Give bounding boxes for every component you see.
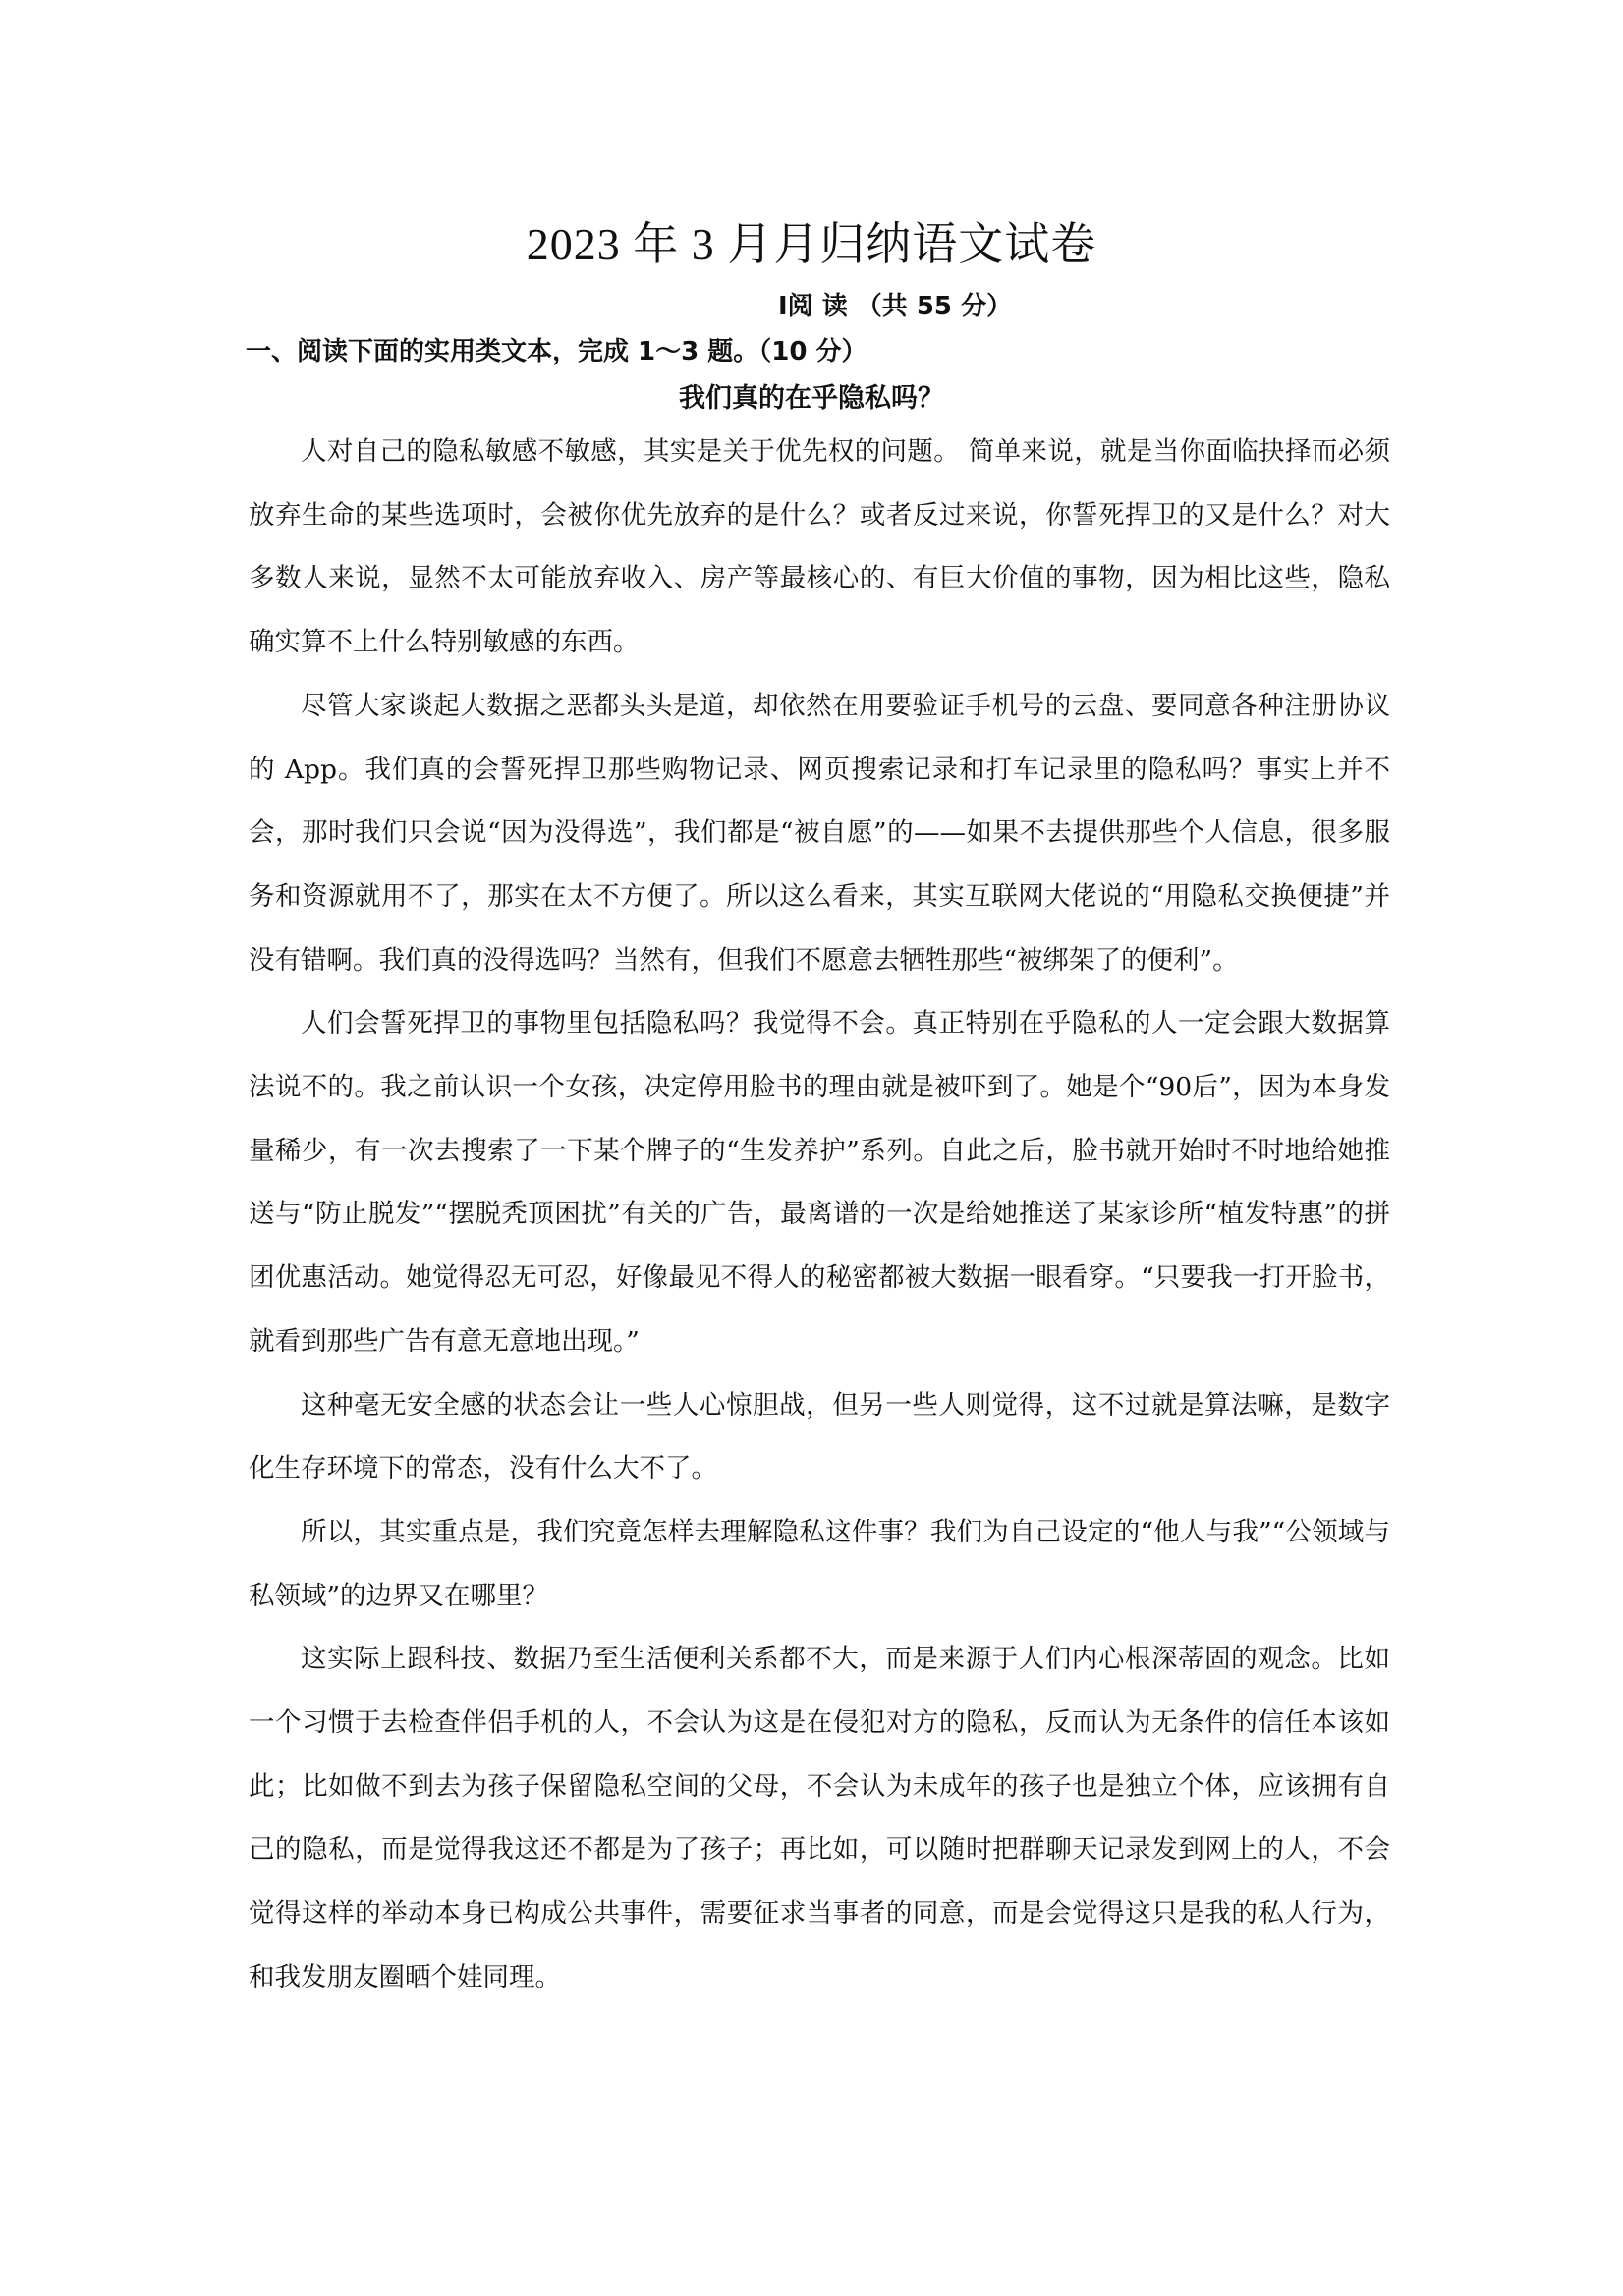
paragraph-4: 这种毫无安全感的状态会让一些人心惊胆战，但另一些人则觉得，这不过就是算法嘛，是数字化生存环境下的常态，没有什么大不了。 <box>249 1389 1390 1484</box>
section-heading: 一、阅读下面的实用类文本，完成 1～3 题。（10 分） <box>246 337 867 366</box>
article-title: 我们真的在乎隐私吗？ <box>679 383 944 414</box>
exam-title: 2023 年 3 月月归纳语文试卷 <box>526 219 1097 269</box>
paragraph-1: 人对自己的隐私敏感不敏感，其实是关于优先权的问题。 简单来说，就是当你面临抉择而必须放弃生命的某些选项时，会被你优先放弃的是什么？或者反过来说，你誓死捍卫的又是什么？对大多数人来说，显然不太可能放弃收入、房产等最核心的、有巨大价值的事物，因为相比这些，隐私确实算不上什么特别敏感的东西。 <box>249 436 1390 658</box>
article-body <box>249 420 1390 2010</box>
paragraph-5: 所以，其实重点是，我们究竟怎样去理解隐私这件事？我们为自己设定的“他人与我”“公领域与私领域”的边界又在哪里？ <box>249 1516 1390 1611</box>
part-heading: I阅 读 （共 55 分） <box>778 292 1013 321</box>
paragraph-6: 这实际上跟科技、数据乃至生活便利关系都不大，而是来源于人们内心根深蒂固的观念。比如一个习惯于去检查伴侣手机的人，不会认为这是在侵犯对方的隐私，反而认为无条件的信任本该如此；比如做不到去为孩子保留隐私空间的父母，不会认为未成年的孩子也是独立个体，应该拥有自己的隐私，而是觉得我这还不都是为了孩子；再比如，可以随时把群聊天记录发到网上的人，不会觉得这样的举动本身已构成公共事件，需要征求当事者的同意，而是会觉得这只是我的私人行为，和我发朋友圈晒个娃同理。 <box>249 1644 1390 1992</box>
paragraph-2: 尽管大家谈起大数据之恶都头头是道，却依然在用要验证手机号的云盘、要同意各种注册协议的 App。我们真的会誓死捍卫那些购物记录、网页搜索记录和打车记录里的隐私吗？事实上并不会，那时我们只会说“因为没得选”，我们都是“被自愿”的——如果不去提供那些个人信息，很多服务和资源就用不了，那实在太不方便了。所以这么看来，其实互联网大佬说的“用隐私交换便捷”并没有错啊。我们真的没得选吗？当然有，但我们不愿意去牺牲那些“被绑架了的便利”。 <box>249 690 1390 976</box>
paragraph-3: 人们会誓死捍卫的事物里包括隐私吗？我觉得不会。真正特别在乎隐私的人一定会跟大数据算法说不的。我之前认识一个女孩，决定停用脸书的理由就是被吓到了。她是个“90后”，因为本身发量稀少，有一次去搜索了一下某个牌子的“生发养护”系列。自此之后，脸书就开始时不时地给她推送与“防止脱发”“摆脱秃顶困扰”有关的广告，最离谱的一次是给她推送了某家诊所“植发特惠”的拼团优惠活动。她觉得忍无可忍，好像最见不得人的秘密都被大数据一眼看穿。“只要我一打开脸书，就看到那些广告有意无意地出现。” <box>249 1008 1390 1357</box>
